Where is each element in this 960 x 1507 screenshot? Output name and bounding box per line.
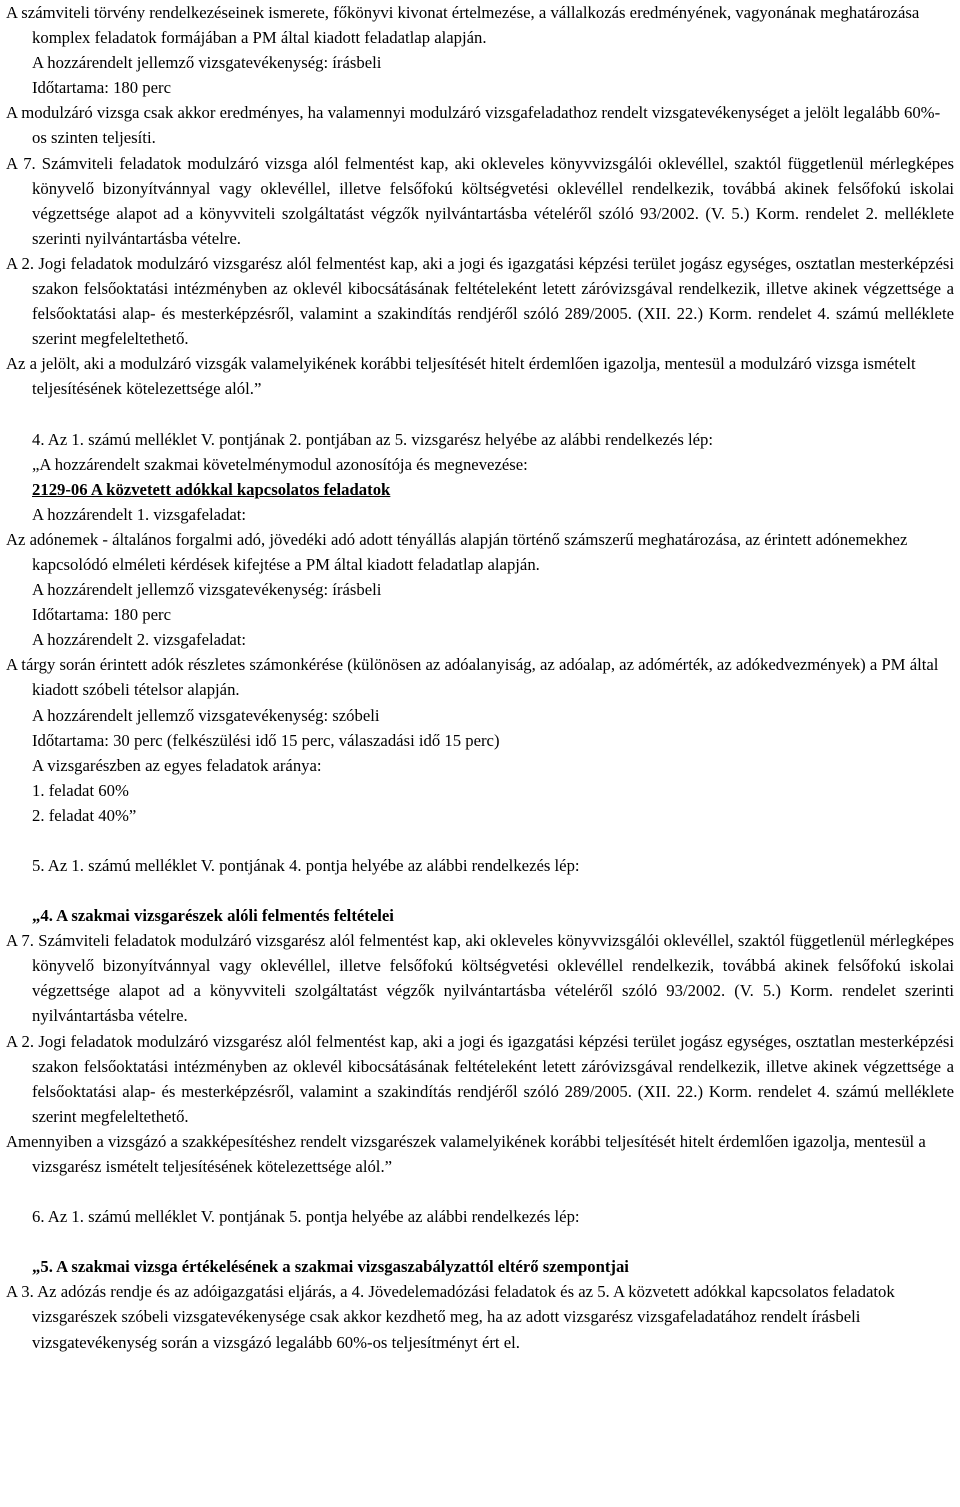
paragraph: 2. feladat 40%” [32, 805, 137, 825]
paragraph: A hozzárendelt 2. vizsgafeladat: [32, 630, 247, 650]
paragraph: Az adónemek - általános forgalmi adó, jövedéki adó adott tényállás alapján történő számszerű meghatározása, az érintett adónemekhez kapcsolódó elméleti kérdések kifejtése a PM által kiadott feladatlap alapján. [6, 529, 908, 574]
paragraph: A hozzárendelt jellemző vizsgatevékenység: szóbeli [32, 705, 380, 725]
paragraph: A 2. Jogi feladatok modulzáró vizsgarész alól felmentést kap, aki a jogi és igazgatási képzési terület jogász egységes, osztatlan mesterképzési szakon felsőoktatási intézményben az oklevél kibocsátásának feltételeként letett záróvizsgával rendelkezik, illetve akinek végzettsége a felsőoktatási alap- és mesterképzésről, valamint a szakindítás rendjéről szóló 289/2005. (XII. 22.) Korm. rendelet 4. számú melléklete szerint megfeleltethető. [6, 253, 954, 349]
paragraph: 6. Az 1. számú melléklet V. pontjának 5. pontja helyébe az alábbi rendelkezés lép: [32, 1207, 580, 1227]
paragraph: 5. Az 1. számú melléklet V. pontjának 4. pontja helyébe az alábbi rendelkezés lép: [32, 856, 580, 875]
paragraph: A hozzárendelt jellemző vizsgatevékenység: írásbeli [32, 580, 382, 600]
paragraph: Időtartama: 180 perc [32, 605, 172, 625]
paragraph: A 3. Az adózás rendje és az adóigazgatási eljárás, a 4. Jövedelemadózási feladatok és az 5. A közvetett adókkal kapcsolatos feladatok vizsgarészek szóbeli vizsgatevékenysége csak akkor kezdhető meg, ha az adott vizsgarész vizsgafeladatához rendelt írásbeli vizsgatevékenység során a vizsgázó legalább 60%-os teljesítményt ért el. [6, 1282, 895, 1352]
paragraph: A hozzárendelt 1. vizsgafeladat: [32, 504, 247, 524]
spacer [6, 1179, 954, 1204]
spacer [6, 402, 954, 427]
paragraph: A 7. Számviteli feladatok modulzáró vizsga alól felmentést kap, aki okleveles könyvvizsgálói oklevéllel, szaktól függetlenül mérlegképes könyvelő bizonyítvánnyal vagy oklevéllel, illetve felsőfokú költségvetési oklevéllel rendelkezik, továbbá akinek felsőfokú iskolai végzettsége alapot ad a könyvviteli szolgáltatást végzők nyilvántartásba vételéről szóló 93/2002. (V. 5.) Korm. rendelet 2. melléklete szerinti nyilvántartásba vételre. [6, 153, 954, 248]
paragraph: A vizsgarészben az egyes feladatok aránya: [32, 755, 322, 775]
section-heading: „4. A szakmai vizsgarészek alóli felmentés feltételei [32, 906, 394, 926]
paragraph: A tárgy során érintett adók részletes számonkérése (különösen az adóalanyiság, az adóalap, az adómérték, az adókedvezmények) a PM által kiadott szóbeli tételsor alapján. [6, 655, 939, 700]
paragraph: A 2. Jogi feladatok modulzáró vizsgarész alól felmentést kap, aki a jogi és igazgatási képzési terület jogász egységes, osztatlan mesterképzési szakon felsőoktatási intézményben az oklevél kibocsátásának feltételeként letett záróvizsgával rendelkezik, illetve akinek végzettsége a felsőoktatási alap- és mesterképzésről, valamint a szakindítás rendjéről szóló 289/2005. (XII. 22.) Korm. rendelet 4. számú melléklete szerint megfeleltethető. [6, 1031, 954, 1126]
paragraph: A modulzáró vizsga csak akkor eredményes, ha valamennyi modulzáró vizsgafeladathoz rendelt vizsgatevékenységet a jelölt legalább 60%-os szinten teljesíti. [6, 103, 941, 148]
section-heading: „5. A szakmai vizsga értékelésének a szakmai vizsgaszabályzattól eltérő szempontjai [32, 1257, 629, 1277]
paragraph: 1. feladat 60% [32, 780, 129, 800]
paragraph: Az a jelölt, aki a modulzáró vizsgák valamelyikének korábbi teljesítését hitelt érdemlően igazolja, mentesül a modulzáró vizsga ismételt teljesítésének kötelezettsége alól.” [6, 354, 916, 399]
paragraph: „A hozzárendelt szakmai követelménymodul azonosítója és megnevezése: [32, 454, 528, 474]
paragraph: Időtartama: 180 perc [32, 78, 172, 98]
section-heading: 2129-06 A közvetett adókkal kapcsolatos feladatok [32, 479, 391, 499]
paragraph: Időtartama: 30 perc (felkészülési idő 15 perc, válaszadási idő 15 perc) [32, 730, 500, 750]
spacer [6, 878, 954, 903]
paragraph: A számviteli törvény rendelkezéseinek ismerete, főkönyvi kivonat értelmezése, a vállalkozás eredményének, vagyonának meghatározása komplex feladatok formájában a PM által kiadott feladatlap alapján. [6, 3, 920, 48]
paragraph: A hozzárendelt jellemző vizsgatevékenység: írásbeli [32, 53, 382, 73]
paragraph: Amennyiben a vizsgázó a szakképesítéshez rendelt vizsgarészek valamelyikének korábbi teljesítését hitelt érdemlően igazolja, mentesül a vizsgarész ismételt teljesítésének kötelezettsége alól.” [6, 1131, 926, 1177]
spacer [6, 1229, 954, 1254]
paragraph: A 7. Számviteli feladatok modulzáró vizsgarész alól felmentést kap, aki okleveles könyvvizsgálói oklevéllel, szaktól függetlenül mérlegképes könyvelő bizonyítvánnyal vagy oklevéllel, illetve felsőfokú költségvetési oklevéllel rendelkezik, továbbá akinek felsőfokú iskolai végzettsége alapot ad a könyvviteli szolgáltatást végzők nyilvántartásba vételéről szóló 93/2002. (V. 5.) Korm. rendelet szerinti nyilvántartásba vételre. [6, 931, 954, 1026]
spacer [6, 828, 954, 853]
paragraph: 4. Az 1. számú melléklet V. pontjának 2. pontjában az 5. vizsgarész helyébe az alábbi rendelkezés lép: [32, 429, 714, 449]
